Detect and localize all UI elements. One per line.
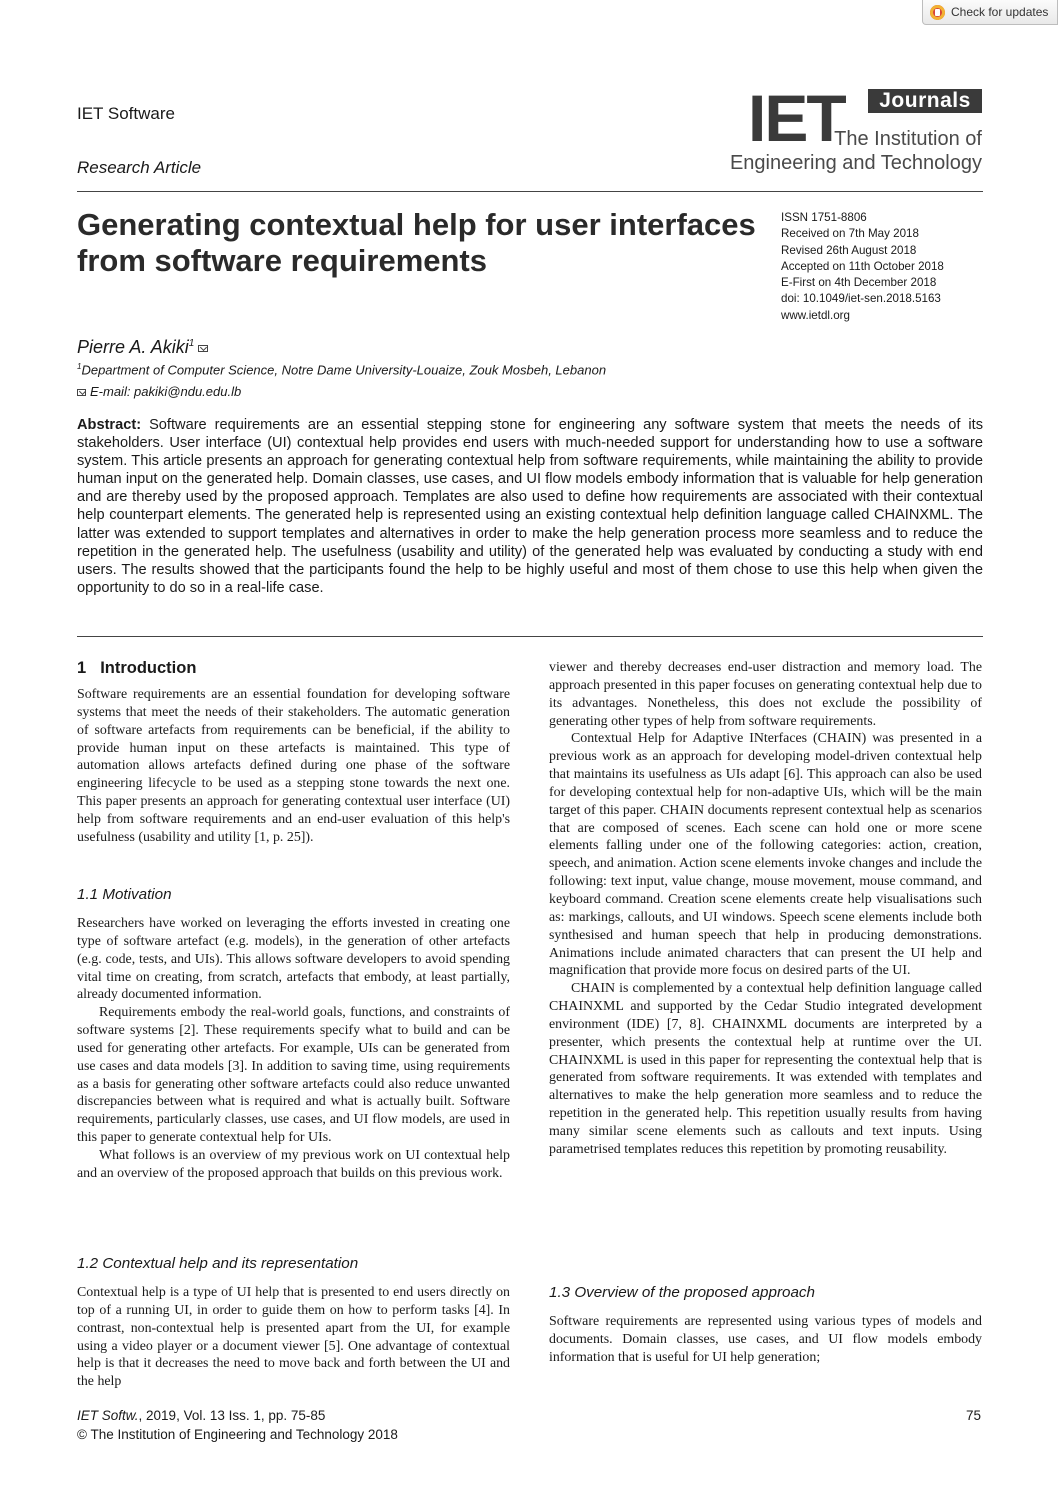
abstract-label: Abstract:	[77, 417, 142, 433]
logo-journals-badge: Journals	[868, 89, 982, 113]
logo-institution-line1: The Institution of	[834, 128, 982, 150]
footer-citation-rest: , 2019, Vol. 13 Iss. 1, pp. 75-85	[138, 1408, 326, 1423]
header-divider	[77, 191, 983, 192]
motivation-paragraph-3: What follows is an overview of my previous work on UI contextual help and an overview of the proposed approach that builds on this previous work.	[77, 1147, 510, 1181]
affiliation-sup: 1	[77, 362, 82, 371]
efirst-date: E-First on 4th December 2018	[781, 276, 937, 290]
contextual-help-paragraph-1: Contextual help is a type of UI help that is presented to end users directly on top of a running UI, in order to guide them on how to perform tasks [4]. In contrast, non-contextual help is presented apart from the UI, for example using a video player or a document viewer [5]. One advantage of contextual help is that it decreases the need to move back and forth between the UI and the help	[77, 1285, 510, 1390]
accepted-date: Accepted on 11th October 2018	[781, 259, 944, 273]
chain-paragraph: Contextual Help for Adaptive INterfaces (CHAIN) was presented in a previous work as an approach for developing model-driven contextual help that maintains its usefulness as UIs adapt [6]. This approach can also be used for developing contextual help for non-adaptive UIs, which will be the main target of this paper. CHAIN documents represent contextual help as scenarios that are composed of scenes. Each scene can hold one or more scene elements falling under one of the following categories: action, creation, speech, and animation. Action scene elements invoke changes and include the following: text input, value change, mouse movement, mouse command, and keyboard command. Creation scene elements create help visualisations such as: markings, callouts, and UI windows. Speech scene elements include both synthesised and human speech that help in producing demonstrations. Animations include animated characters that can present the UI help and magnification that provide more focus on desired parts of the UI.	[549, 731, 982, 979]
journal-name: IET Software	[77, 104, 175, 123]
author	[77, 337, 208, 358]
subsection-heading-motivation: 1.1 Motivation	[77, 886, 172, 903]
footer-copyright: © The Institution of Engineering and Technology 2018	[77, 1427, 398, 1442]
motivation-paragraph-1: Researchers have worked on leveraging the efforts invested in creating one type of software artefact (e.g. models), in the generation of other artefacts (e.g. code, tests, and UIs). This allows software developers to avoid spending vital time on creating, from scratch, artefacts that embody, at least partially, already documented information.	[77, 916, 510, 1003]
received-date: Received on 7th May 2018	[781, 227, 919, 241]
logo-letters: IET	[748, 81, 845, 155]
envelope-icon	[198, 345, 208, 352]
affiliation-text: Department of Computer Science, Notre Dame University-Louaize, Zouk Mosbeh, Lebanon	[81, 362, 607, 378]
article-type: Research Article	[77, 158, 202, 177]
website-link[interactable]: www.ietdl.org	[781, 308, 850, 322]
abstract	[77, 416, 983, 597]
email	[77, 384, 241, 399]
check-for-updates-button[interactable]	[922, 0, 1058, 25]
subsection-heading-overview: 1.3 Overview of the proposed approach	[549, 1284, 815, 1301]
section-title: Introduction	[100, 659, 197, 677]
crossmark-icon	[930, 5, 945, 20]
doi[interactable]: doi: 10.1049/iet-sen.2018.5163	[781, 292, 941, 306]
subsection-heading-contextual-help: 1.2 Contextual help and its representation	[77, 1255, 359, 1272]
logo-institution-line2: Engineering and Technology	[729, 152, 982, 174]
issn: ISSN 1751-8806	[781, 211, 867, 224]
motivation-paragraph-2: Requirements embody the real-world goals, functions, and constraints of software systems [2]. These requirements specify what to build and can be used for generating other artefacts. For example, UIs can be generated from use cases and data models [3]. In addition to saving time, using requirements as a basis for generating other software artefacts could also reduce unwanted discrepancies between what is required and what is actually built. Software requirements, particularly classes, use cases, and UI flow models, are used in this paper to generate contextual help for UIs.	[77, 1005, 510, 1146]
article-metadata	[781, 210, 944, 324]
envelope-icon	[77, 389, 86, 396]
affiliation	[77, 362, 606, 377]
revised-date: Revised 26th August 2018	[781, 243, 917, 257]
footer-citation	[77, 1408, 325, 1423]
motivation-block	[77, 915, 510, 1183]
right-column	[549, 659, 982, 1159]
abstract-text: Software requirements are an essential stepping stone for engineering any software system that meets the needs of its stakeholders. User interface (UI) contextual help provides end users with much-needed support for understanding how to use a software system. This article presents an approach for generating contextual help from software requirements, while maintaining the ability to provide human input on the generated help. Domain classes, use cases, and UI flow models embody information that is valuable for help generation and are thereby used by the proposed approach. Templates are also used to define how requirements are associated with their contextual help counterpart elements. The generated help is represented using an existing contextual help definition language called CHAINXML. The latter was extended to support templates and alternatives in order to make the help generation process more seamless and to reduce the repetition in the generated help. The usefulness (usability and utility) of the generated help was evaluated by conducting a study with end users. The results showed that the participants found the help to be highly useful and most of them chose to use this help when given the opportunity to do so in a real-life case.	[77, 417, 983, 596]
footer-journal-abbr: IET Softw.	[77, 1408, 139, 1423]
overview-paragraph-1: Software requirements are represented using various types of models and documents. Domain classes, use cases, and UI flow models embody information that is useful for UI help generation;	[549, 1314, 982, 1365]
paper-title: Generating contextual help for user interfaces from software requirements	[77, 207, 756, 278]
check-for-updates-label: Check for updates	[951, 5, 1049, 19]
intro-paragraph: Software requirements are an essential foundation for developing software systems that meet the needs of their stakeholders. The automatic generation of software artefacts from requirements can be beneficial, if the ability to provide human input on these artefacts is maintained. This type of automation allows artefacts defined during one phase of the software engineering lifecycle to be used as a stepping stone towards the next one. This paper presents an approach for generating contextual user interface (UI) help from software requirements and an end-user evaluation of this help's usefulness (usability and utility [1, p. 25]).	[77, 687, 510, 845]
right-paragraph-0: viewer and thereby decreases end-user distraction and memory load. The approach presented in this paper focuses on generating contextual help due to its advantages. Nonetheless, this does not exclude the possibility of generating other types of help from software requirements.	[549, 660, 982, 729]
chainxml-paragraph: CHAIN is complemented by a contextual help definition language called CHAINXML and supported by the Cedar Studio integrated development environment (IDE) [7, 8]. CHAINXML documents are interpreted by a presenter, which presents the contextual help at runtime over the UI. CHAINXML is used in this paper for representing the contextual help that is generated from software requirements. It was extended with templates and alternatives to make the help generation more seamless and to reduce the repetition in the generated help. This repetition usually results from having many similar scene elements such as callouts and text inputs. Using parametrised templates reduces this repetition by promoting reusability.	[549, 981, 982, 1157]
abstract-divider	[77, 636, 983, 637]
page-number: 75	[966, 1408, 982, 1423]
email-text[interactable]: E-mail: pakiki@ndu.edu.lb	[90, 384, 242, 399]
section-number: 1	[77, 659, 87, 677]
iet-logo	[729, 81, 984, 178]
contextual-help-block	[77, 1284, 510, 1391]
left-column	[77, 686, 510, 847]
section-heading-introduction	[77, 659, 196, 678]
author-name: Pierre A. Akiki	[77, 337, 189, 357]
author-sup: 1	[188, 338, 195, 349]
overview-block	[549, 1313, 982, 1367]
